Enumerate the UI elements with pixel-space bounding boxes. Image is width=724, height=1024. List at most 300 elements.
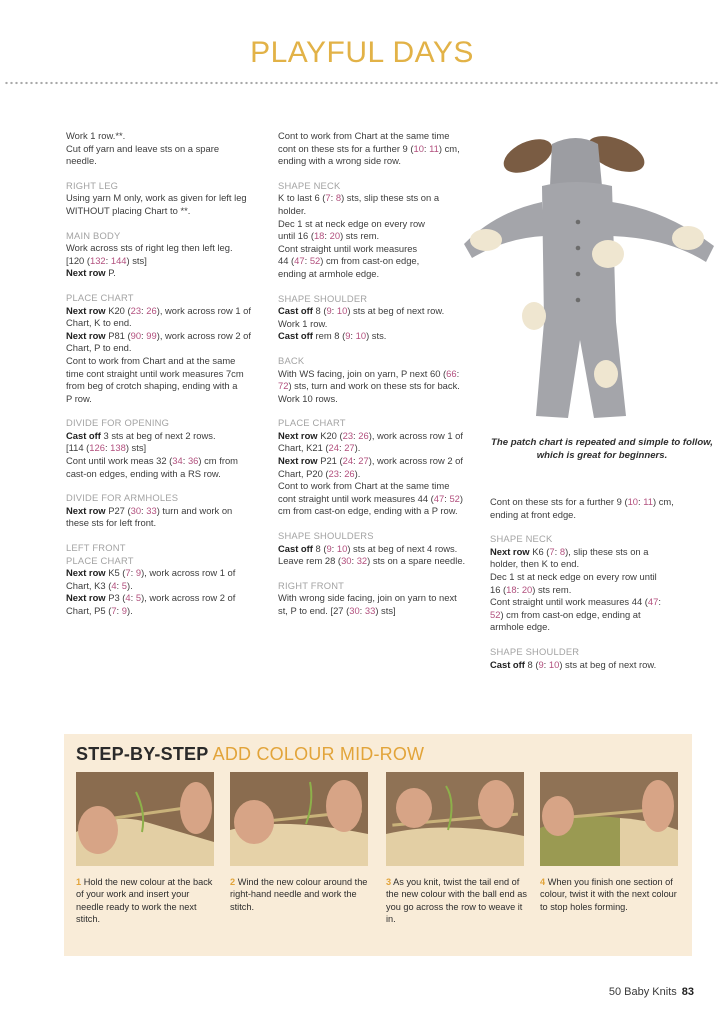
size-value: 126 — [89, 442, 105, 454]
size-value: 11 — [429, 142, 439, 154]
pattern-section — [490, 646, 700, 671]
size-value: 33 — [364, 605, 376, 616]
pattern-line — [278, 368, 486, 381]
text-segment: Work 1 row.**. — [66, 130, 126, 141]
text-segment: cont on these sts for a further 9 ( — [278, 142, 414, 154]
text-segment: [114 ( — [66, 442, 90, 454]
text-segment: : — [105, 254, 111, 266]
size-value: 36 — [187, 455, 199, 467]
pattern-line — [66, 342, 271, 355]
pattern-line — [66, 605, 271, 618]
section-heading: SHAPE NECK — [490, 533, 553, 545]
text-segment: st, P to end. [27 ( — [278, 605, 350, 616]
pattern-line — [66, 455, 271, 468]
text-segment: ) turn and work on — [156, 504, 233, 516]
pattern-line — [278, 393, 486, 406]
size-value: 10 — [627, 496, 639, 507]
pattern-line — [278, 430, 486, 443]
section-heading: DIVIDE FOR ARMHOLES — [66, 492, 179, 504]
text-segment: [120 ( — [66, 254, 90, 266]
text-segment: Cut off yarn and leave sts on a spare — [66, 142, 220, 154]
size-value: 34 — [172, 455, 183, 467]
romper-photo — [456, 126, 720, 428]
section-heading: RIGHT LEG — [66, 179, 119, 191]
instruction-keyword: Next row — [66, 304, 106, 316]
size-value: 9 — [326, 542, 332, 554]
size-value: 9 — [326, 305, 332, 317]
size-value: 72 — [278, 380, 289, 392]
section-heading: SHAPE SHOULDER — [490, 645, 580, 657]
size-value: 52 — [309, 255, 321, 267]
text-segment: rem 8 ( — [312, 330, 346, 342]
text-segment: 8 ( — [312, 305, 327, 317]
step-by-step-subtitle: ADD COLOUR MID-ROW — [212, 744, 425, 764]
size-value: 20 — [521, 583, 533, 595]
photo-caption: The patch chart is repeated and simple to follow, which is great for beginners. — [491, 437, 713, 461]
pattern-line — [66, 317, 271, 330]
size-value: 9 — [121, 605, 127, 616]
pattern-line — [278, 192, 486, 205]
text-segment: : — [543, 658, 549, 670]
pattern-line — [66, 192, 271, 205]
size-value: 138 — [110, 442, 126, 454]
text-segment: ) sts, slip these sts on a — [341, 192, 440, 204]
size-value: 144 — [110, 254, 127, 266]
text-segment: : — [331, 305, 337, 317]
size-value: 47 — [294, 255, 305, 267]
text-segment: P row. — [66, 392, 92, 404]
pattern-line — [66, 380, 271, 393]
text-segment: ) cm, — [438, 142, 460, 154]
size-value: 7 — [325, 192, 331, 204]
text-segment: K to last 6 ( — [278, 192, 326, 204]
size-value: 99 — [146, 329, 157, 341]
pattern-line — [490, 571, 700, 584]
pattern-line — [66, 330, 271, 343]
pattern-line — [278, 130, 486, 143]
step-1-number: 1 — [76, 877, 82, 887]
pattern-line — [278, 555, 486, 568]
size-value: 5 — [135, 592, 142, 604]
step-3-text — [386, 876, 528, 926]
pattern-line — [278, 505, 486, 518]
step-4-photo — [540, 772, 678, 866]
text-segment: ) sts, turn and work on these sts for back. — [288, 380, 460, 392]
instruction-keyword: Next row — [66, 267, 106, 279]
instruction-keyword: Cast off — [490, 658, 525, 670]
step-4-description: When you finish one section of colour, twist it with the next colour to stop holes forming. — [540, 877, 677, 912]
instruction-keyword: Next row — [278, 429, 318, 441]
pattern-section — [278, 180, 486, 281]
instruction-keyword: Next row — [66, 592, 106, 604]
text-segment: needle. — [66, 155, 97, 167]
pattern-line — [66, 143, 271, 156]
size-value: 8 — [559, 545, 566, 557]
instruction-keyword: Next row — [490, 545, 530, 557]
size-value: 10 — [355, 330, 367, 342]
text-segment: P3 ( — [105, 592, 126, 604]
instruction-keyword: Next row — [66, 567, 106, 579]
pattern-line — [66, 567, 271, 580]
size-value: 5 — [121, 579, 127, 591]
size-value: 20 — [329, 230, 341, 242]
text-segment: ), work across row 1 of — [156, 304, 251, 316]
text-segment: these sts for left front. — [66, 517, 157, 529]
text-segment: P21 ( — [317, 455, 343, 467]
text-segment: Chart, K3 ( — [66, 579, 112, 591]
text-segment: ) sts] — [375, 605, 396, 616]
pattern-line — [278, 155, 486, 168]
text-segment: from beg of crotch shaping, ending with a — [66, 380, 238, 392]
pattern-line — [278, 230, 486, 243]
instruction-keyword: Cast off — [278, 542, 313, 554]
pattern-section — [490, 496, 700, 521]
step-3-number: 3 — [386, 877, 392, 887]
step-2-description: Wind the new colour around the right-hand needle and work the stitch. — [230, 877, 368, 912]
section-heading: PLACE CHART — [278, 417, 346, 429]
text-segment: : — [516, 583, 522, 595]
text-segment: : — [554, 545, 560, 557]
text-segment: ) — [459, 492, 464, 504]
text-segment: : — [104, 442, 111, 454]
size-value: 10 — [336, 305, 348, 317]
pattern-section — [278, 355, 486, 405]
text-segment: Chart, K21 ( — [278, 442, 329, 454]
pattern-section — [66, 542, 271, 618]
text-segment: ). — [126, 605, 133, 616]
text-segment: ) cm from cast-on edge, — [320, 255, 420, 267]
text-segment: ending at armhole edge. — [278, 267, 380, 279]
text-segment: ). — [354, 442, 361, 454]
text-segment: : — [338, 467, 345, 479]
text-segment: ), work across row 2 of — [156, 329, 251, 341]
text-segment: Work 1 row. — [278, 317, 328, 329]
text-segment: K20 ( — [317, 429, 343, 441]
instruction-keyword: Next row — [66, 504, 106, 516]
size-value: 33 — [146, 504, 157, 516]
text-segment: : — [331, 542, 337, 554]
instruction-keyword: Cast off — [278, 330, 313, 342]
pattern-line — [278, 592, 486, 605]
size-value: 10 — [413, 142, 424, 154]
text-segment: : — [350, 330, 356, 342]
text-segment: : — [330, 192, 336, 204]
text-segment: : — [141, 329, 147, 341]
pattern-line — [66, 505, 271, 518]
section-heading: LEFT FRONT — [66, 542, 126, 554]
text-segment: WITHOUT placing Chart to **. — [66, 204, 191, 216]
text-segment: : — [130, 567, 136, 579]
size-value: 7 — [125, 567, 131, 579]
size-value: 8 — [335, 192, 342, 204]
step-1-description: Hold the new colour at the back of your work and insert your needle ready to work the next stitch. — [76, 877, 213, 925]
text-segment: ending with a wrong side row. — [278, 155, 401, 167]
pattern-line — [490, 596, 700, 609]
pattern-line — [490, 609, 700, 622]
pattern-column-2 — [278, 130, 486, 618]
pattern-section — [278, 417, 486, 518]
text-segment: : — [182, 455, 188, 467]
pattern-line — [66, 592, 271, 605]
pattern-column-1 — [66, 130, 271, 618]
pattern-section — [66, 292, 271, 405]
pattern-section — [66, 180, 271, 218]
text-segment: K5 ( — [105, 567, 126, 579]
text-segment: time cont straight until work measures 7cm — [66, 367, 244, 379]
text-segment: Using yarn M only, work as given for left leg — [66, 192, 247, 204]
pattern-line — [66, 368, 271, 381]
pattern-line — [278, 255, 486, 268]
page-number: 83 — [681, 986, 694, 998]
step-1-photo — [76, 772, 214, 866]
pattern-section — [278, 293, 486, 343]
pattern-line — [278, 493, 486, 506]
size-value: 52 — [490, 608, 501, 620]
size-value: 30 — [349, 605, 360, 616]
text-segment: until 16 ( — [278, 230, 314, 242]
size-value: 26 — [358, 429, 369, 441]
text-segment: ). — [354, 467, 361, 479]
text-segment: Work across sts of right leg then left leg. — [66, 242, 233, 254]
text-segment: : — [353, 429, 359, 441]
pattern-line — [278, 468, 486, 481]
pattern-line — [278, 143, 486, 156]
text-segment: K20 ( — [105, 304, 131, 316]
instruction-keyword: Next row — [66, 329, 106, 341]
publication-name: 50 Baby Knits — [608, 986, 677, 998]
size-value: 23 — [130, 304, 142, 316]
text-segment: Cont to work from Chart at the same time — [278, 480, 450, 492]
text-segment: K6 ( — [529, 545, 550, 557]
text-segment: P27 ( — [105, 504, 131, 516]
pattern-line — [278, 330, 486, 343]
text-segment: 44 ( — [278, 255, 295, 267]
pattern-line — [66, 517, 271, 530]
section-heading: BACK — [278, 354, 305, 366]
text-segment: holder, then K to end. — [490, 558, 580, 570]
text-segment: Work 10 rows. — [278, 392, 338, 404]
pattern-line — [278, 305, 486, 318]
text-segment: 3 sts at beg of next 2 rows. — [100, 429, 216, 441]
size-value: 4 — [125, 592, 131, 604]
text-segment: : — [116, 579, 122, 591]
size-value: 52 — [449, 492, 460, 504]
step-3-photo — [386, 772, 524, 866]
size-value: 30 — [341, 555, 352, 567]
text-segment: : — [130, 592, 136, 604]
text-segment: ending at front edge. — [490, 508, 577, 520]
size-value: 24 — [328, 442, 339, 454]
pattern-section — [278, 580, 486, 618]
text-segment: ), work across row 2 of — [141, 592, 236, 604]
text-segment: : — [304, 255, 310, 267]
pattern-line — [66, 255, 271, 268]
text-segment: : — [423, 142, 430, 154]
pattern-section — [66, 417, 271, 480]
text-segment: Chart, P20 ( — [278, 467, 329, 479]
pattern-line — [490, 659, 700, 672]
pattern-line — [66, 155, 271, 168]
text-segment: : — [351, 555, 357, 567]
pattern-line — [66, 393, 271, 406]
size-value: 9 — [345, 330, 351, 342]
text-segment: Dec 1 st at neck edge on every row until — [490, 570, 657, 582]
pattern-line — [490, 509, 700, 522]
text-segment: ) sts] — [126, 254, 147, 266]
pattern-column-3 — [490, 496, 700, 671]
text-segment: Chart, K to end. — [66, 317, 132, 329]
text-segment: ), slip these sts on a — [565, 545, 649, 557]
pattern-line — [278, 205, 486, 218]
pattern-line — [278, 243, 486, 256]
instruction-keyword: Next row — [278, 455, 318, 467]
text-segment: : — [324, 230, 330, 242]
pattern-line — [66, 468, 271, 481]
size-value: 26 — [344, 467, 355, 479]
text-segment: With WS facing, join on yarn, P next 60 ( — [278, 367, 447, 379]
text-segment: ), work across row 1 of — [141, 567, 236, 579]
size-value: 90 — [130, 329, 142, 341]
text-segment: With wrong side facing, join on yarn to next — [278, 592, 457, 604]
text-segment: ) sts] — [125, 442, 147, 454]
text-segment: : — [444, 492, 450, 504]
size-value: 18 — [506, 583, 517, 595]
section-heading: SHAPE SHOULDER — [278, 292, 368, 304]
size-value: 10 — [336, 542, 348, 554]
page-footer — [609, 986, 694, 998]
text-segment: Leave rem 28 ( — [278, 555, 342, 567]
size-value: 30 — [130, 504, 142, 516]
text-segment: Chart, P5 ( — [66, 605, 112, 616]
pattern-line — [66, 442, 271, 455]
pattern-line — [490, 621, 700, 634]
size-value: 11 — [643, 496, 653, 507]
pattern-line — [278, 605, 486, 618]
text-segment: ), work across row 2 of — [368, 455, 463, 467]
step-by-step-title — [76, 744, 424, 765]
text-segment: ) sts on a spare needle. — [367, 555, 466, 567]
text-segment: : — [658, 596, 661, 608]
step-2-photo — [230, 772, 368, 866]
pattern-line — [490, 558, 700, 571]
size-value: 27 — [344, 442, 355, 454]
size-value: 4 — [111, 579, 117, 591]
page-title: PLAYFUL DAYS — [250, 36, 474, 69]
pattern-line — [278, 480, 486, 493]
step-4-text — [540, 876, 682, 913]
step-1-text — [76, 876, 218, 926]
text-segment: ) cm from cast-on edge, ending at — [500, 608, 641, 620]
pattern-line — [66, 430, 271, 443]
size-value: 23 — [328, 467, 339, 479]
section-heading: SHAPE SHOULDERS — [278, 530, 374, 542]
text-segment: 8 ( — [312, 542, 327, 554]
size-value: 47 — [647, 596, 659, 608]
pattern-section — [66, 130, 271, 168]
text-segment: ) sts rem. — [340, 230, 380, 242]
text-segment: Cont straight until work measures — [278, 242, 418, 254]
pattern-line — [66, 305, 271, 318]
text-segment: : — [353, 455, 359, 467]
text-segment: ). — [126, 579, 133, 591]
text-segment: armhole edge. — [490, 621, 550, 633]
pattern-line — [278, 318, 486, 331]
step-2-text — [230, 876, 372, 913]
text-segment: cast-on edges, ending with a RS row. — [66, 467, 221, 479]
size-value: 7 — [111, 605, 117, 616]
size-value: 27 — [358, 455, 369, 467]
text-segment: 16 ( — [490, 583, 507, 595]
text-segment: holder. — [278, 204, 307, 216]
dotted-divider — [4, 81, 720, 85]
pattern-line — [278, 380, 486, 393]
pattern-line — [490, 584, 700, 597]
pattern-section — [278, 530, 486, 568]
pattern-section — [278, 130, 486, 168]
section-heading: PLACE CHART — [66, 291, 134, 303]
text-segment: ) sts. — [366, 330, 387, 342]
text-segment: ) sts rem. — [532, 583, 572, 595]
text-segment: P. — [105, 267, 116, 279]
pattern-line — [66, 267, 271, 280]
text-segment: : — [116, 605, 122, 616]
section-heading: DIVIDE FOR OPENING — [66, 417, 170, 429]
pattern-line — [490, 546, 700, 559]
text-segment: : — [359, 605, 365, 616]
step-3-description: As you knit, twist the tail end of the new colour with the ball end as you go across the row to weave it in. — [386, 877, 527, 925]
pattern-line — [490, 496, 700, 509]
section-heading: MAIN BODY — [66, 229, 121, 241]
section-heading: SHAPE NECK — [278, 179, 341, 191]
text-segment: : — [141, 304, 147, 316]
pattern-line — [66, 355, 271, 368]
size-value: 132 — [89, 254, 106, 266]
pattern-line — [66, 242, 271, 255]
pattern-line — [278, 268, 486, 281]
size-value: 18 — [313, 230, 325, 242]
pattern-line — [66, 580, 271, 593]
text-segment: : — [638, 496, 644, 507]
size-value: 24 — [342, 455, 354, 467]
size-value: 32 — [356, 555, 368, 567]
text-segment: Cont straight until work measures 44 ( — [490, 596, 648, 608]
section-heading: RIGHT FRONT — [278, 579, 345, 591]
pattern-line — [66, 205, 271, 218]
text-segment: Cont on these sts for a further 9 ( — [490, 496, 628, 507]
text-segment: : — [338, 442, 345, 454]
text-segment: Chart, P to end. — [66, 342, 132, 354]
text-segment: ) sts at beg of next 4 rows. — [347, 542, 458, 554]
size-value: 66 — [446, 367, 457, 379]
pattern-line — [278, 218, 486, 231]
text-segment: Cont to work from Chart at the same time — [278, 130, 450, 141]
text-segment: ) cm, — [652, 496, 674, 507]
pattern-line — [66, 130, 271, 143]
text-segment: Cont to work from Chart and at the same — [66, 354, 236, 366]
step-by-step-label: STEP-BY-STEP — [76, 744, 209, 764]
size-value: 9 — [538, 658, 544, 670]
size-value: 26 — [146, 304, 157, 316]
text-segment: P81 ( — [105, 329, 131, 341]
text-segment: cont straight until work measures 44 ( — [278, 492, 434, 504]
step-4-number: 4 — [540, 877, 546, 887]
text-segment: ), work across row 1 of — [368, 429, 463, 441]
text-segment: 8 ( — [524, 658, 539, 670]
size-value: 47 — [433, 492, 445, 504]
section-subheading: PLACE CHART — [66, 554, 134, 566]
size-value: 9 — [135, 567, 142, 579]
text-segment: ) cm from — [198, 455, 238, 467]
